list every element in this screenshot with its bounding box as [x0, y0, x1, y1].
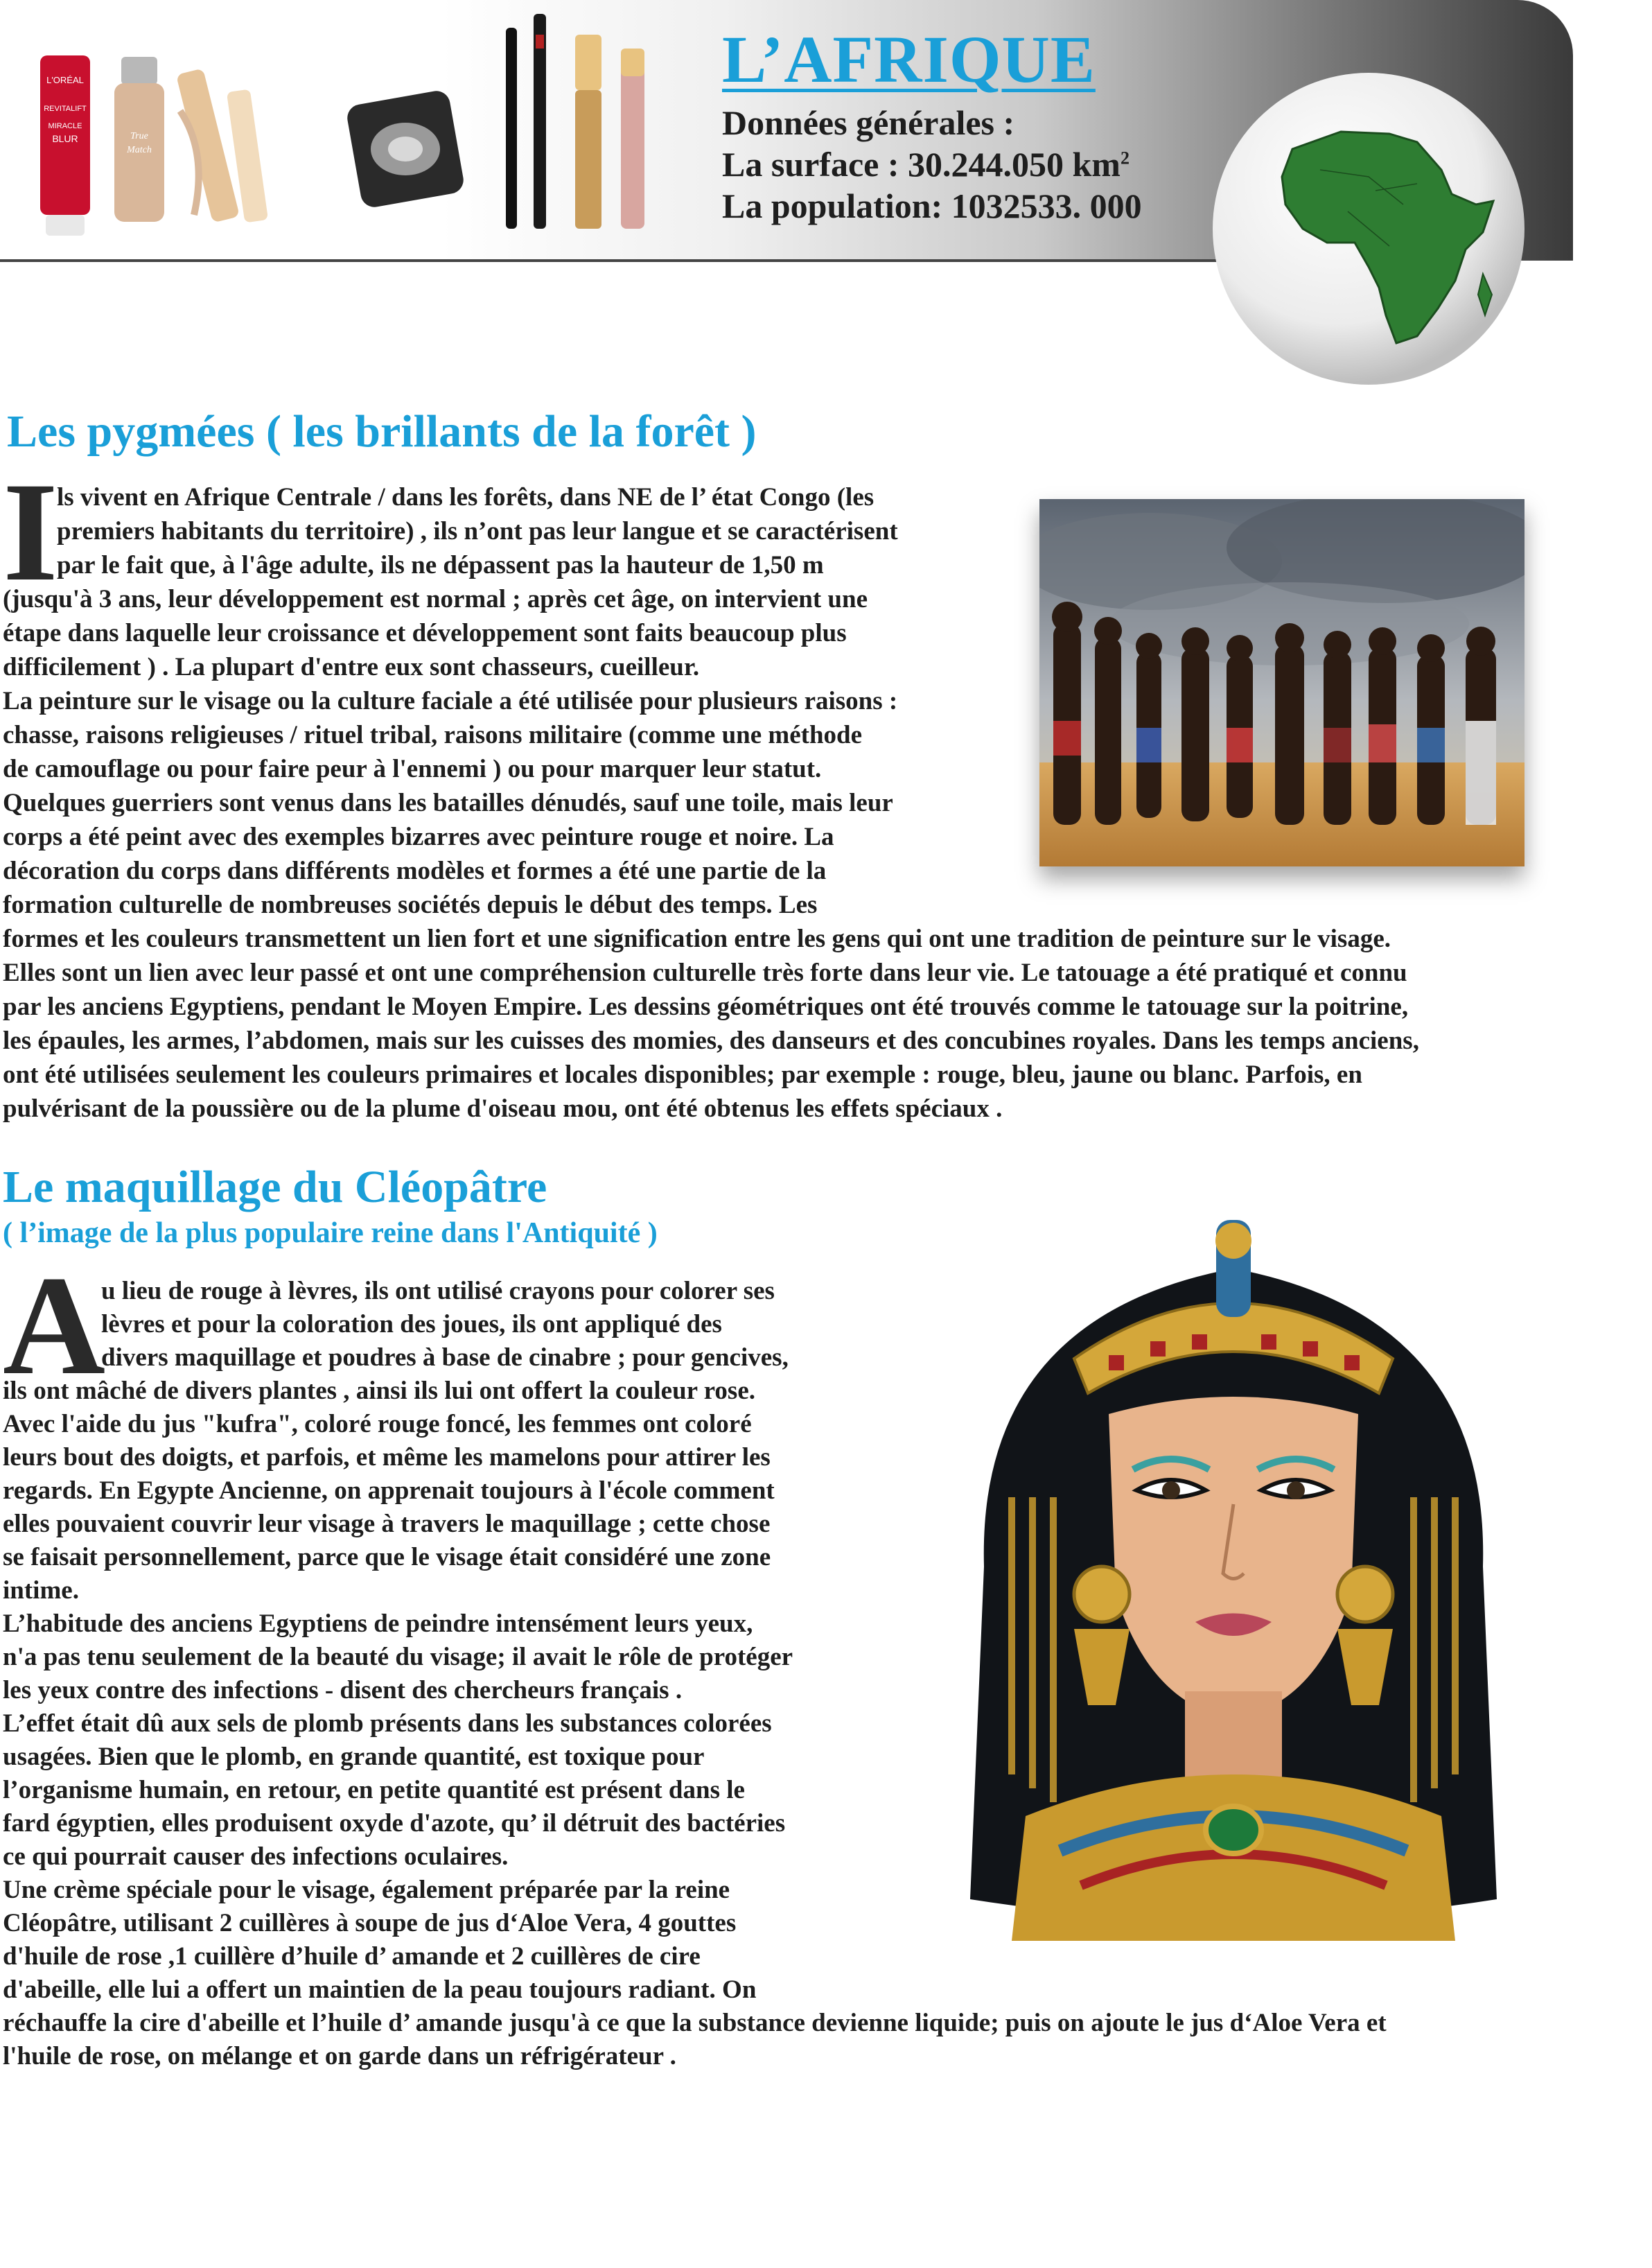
- section1-heading: Les pygmées ( les brillants de la forêt ): [7, 406, 757, 457]
- tribal-dancers-photo: [1039, 499, 1524, 866]
- section2-line: ce qui pourrait causer des infections oculaires.: [3, 1842, 509, 1871]
- section1-line: Quelques guerriers sont venus dans les batailles dénudés, sauf une toile, mais leur: [3, 789, 893, 817]
- page-title: L’AFRIQUE: [722, 22, 1096, 96]
- section1-line: formation culturelle de nombreuses sociétés depuis le début des temps. Les: [3, 891, 818, 919]
- section2-line: L’effet était dû aux sels de plomb présents dans les substances colorées: [3, 1709, 772, 1738]
- section2-line: d'huile de rose ,1 cuillère d’huile d’ amande et 2 cuillères de cire: [3, 1942, 701, 1971]
- foundation-bottle-beige: [114, 57, 164, 222]
- header-divider: [0, 259, 1220, 262]
- section1-line: corps a été peint avec des exemples bizarres avec peinture rouge et noire. La: [3, 823, 834, 851]
- section2-line: Cléopâtre, utilisant 2 cuillères à soupe de jus d‘Aloe Vera, 4 gouttes: [3, 1909, 737, 1937]
- eyeshadow-compact: [345, 89, 466, 209]
- section2-heading: Le maquillage du Cléopâtre: [3, 1162, 547, 1212]
- section2-line: d'abeille, elle lui a offert un maintien de la peau toujours radiant. On: [3, 1975, 757, 2004]
- section1-dropcap: I: [3, 453, 58, 611]
- section2-line: réchauffe la cire d'abeille et l’huile d’ amande jusqu'à ce que la substance devienne liquide; puis on ajoute le jus d‘Aloe Vera et: [3, 2009, 1387, 2037]
- section1-line: La peinture sur le visage ou la culture faciale a été utilisée pour plusieurs raisons :: [3, 687, 898, 715]
- section1-line: de camouflage ou pour faire peur à l'ennemi ) ou pour marquer leur statut.: [3, 755, 822, 783]
- concealer-sticks: [176, 68, 268, 223]
- population-stat: La population: 1032533. 000: [722, 186, 1142, 225]
- svg-text:Match: Match: [127, 145, 152, 155]
- surface-exponent: 2: [1120, 148, 1130, 168]
- section1-line: décoration du corps dans différents modèles et formes a été une partie de la: [3, 857, 827, 885]
- section2-line: l'huile de rose, on mélange et on garde dans un réfrigérateur .: [3, 2042, 676, 2070]
- section2-line: leurs bout des doigts, et parfois, et même les mamelons pour attirer les: [3, 1443, 771, 1472]
- section2-line: les yeux contre des infections - disent des chercheurs français .: [3, 1676, 683, 1704]
- section1-line: les épaules, les armes, l’abdomen, mais sur les cuisses des momies, des danseurs et des concubines royales. Dans les temps anciens,: [3, 1027, 1419, 1055]
- lipstick-gloss: [575, 35, 644, 229]
- section2-line: l’organisme humain, en retour, en petite quantité est présent dans le: [3, 1776, 745, 1804]
- svg-text:L'ORÉAL: L'ORÉAL: [46, 75, 84, 85]
- section2-line: se faisait personnellement, parce que le visage était considéré une zone: [3, 1543, 771, 1571]
- section1-line: ont été utilisées seulement les couleurs primaires et locales disponibles; par exemple : rouge, bleu, jaune ou blanc. Parfois, en: [3, 1061, 1362, 1089]
- cleopatra-portrait: [901, 1206, 1566, 1962]
- africa-globe-icon: [1209, 66, 1528, 392]
- section2-line: lèvres et pour la coloration des joues, ils ont appliqué des: [101, 1310, 722, 1338]
- section1-line: Elles sont un lien avec leur passé et ont une compréhension culturelle très forte dans leur vie. Le tatouage a été pratiqué et connu: [3, 959, 1407, 987]
- section1-line: ls vivent en Afrique Centrale / dans les forêts, dans NE de l’ état Congo (les: [57, 483, 875, 512]
- section2-line: elles pouvaient couvrir leur visage à travers le maquillage ; cette chose: [3, 1510, 771, 1538]
- surface-label: La surface : 30.244.050 km: [722, 145, 1121, 184]
- section2-dropcap: A: [3, 1247, 106, 1404]
- stats-heading: Données générales :: [722, 103, 1015, 142]
- section2-line: usagées. Bien que le plomb, en grande quantité, est toxique pour: [3, 1743, 705, 1771]
- section2-line: divers maquillage et poudres à base de cinabre ; pour gencives,: [101, 1343, 789, 1372]
- section1-line: (jusqu'à 3 ans, leur développement est normal ; après cet âge, on intervient une: [3, 585, 868, 613]
- section1-line: pulvérisant de la poussière ou de la plume d'oiseau mou, ont été obtenus les effets spéciaux .: [3, 1094, 1003, 1123]
- section2-line: ils ont mâché de divers plantes , ainsi ils lui ont offert la couleur rose.: [3, 1377, 756, 1405]
- section1-line: formes et les couleurs transmettent un lien fort et une signification entre les gens qui ont une tradition de peinture sur le visage.: [3, 925, 1391, 953]
- svg-text:REVITALIFT: REVITALIFT: [44, 105, 87, 113]
- section2-line: Avec l'aide du jus "kufra", coloré rouge foncé, les femmes ont coloré: [3, 1410, 752, 1438]
- foundation-bottle-red: [40, 55, 90, 236]
- section2-line: Une crème spéciale pour le visage, également préparée par la reine: [3, 1876, 730, 1904]
- section2-line: u lieu de rouge à lèvres, ils ont utilisé crayons pour colorer ses: [101, 1277, 775, 1305]
- section1-line: difficilement ) . La plupart d'entre eux sont chasseurs, cueilleur.: [3, 653, 700, 681]
- section1-line: premiers habitants du territoire) , ils n’ont pas leur langue et se caractérisent: [57, 517, 898, 546]
- section1-line: chasse, raisons religieuses / rituel tribal, raisons militaire (comme une méthode: [3, 721, 863, 749]
- section1-line: par les anciens Egyptiens, pendant le Moyen Empire. Les dessins géométriques ont été trouvés comme le tatouage sur la poitrine,: [3, 993, 1409, 1021]
- surface-stat: [722, 144, 1130, 184]
- section2-line: regards. En Egypte Ancienne, on apprenait toujours à l'école comment: [3, 1476, 775, 1505]
- svg-text:BLUR: BLUR: [52, 133, 78, 144]
- section1-line: étape dans laquelle leur croissance et développement sont faits beaucoup plus: [3, 619, 847, 647]
- cosmetics-illustration: [28, 7, 651, 250]
- section1-line: par le fait que, à l'âge adulte, ils ne dépassent pas la hauteur de 1,50 m: [57, 551, 824, 579]
- eyeliner-pens: [506, 14, 546, 229]
- svg-text:True: True: [130, 131, 148, 141]
- section2-line: L’habitude des anciens Egyptiens de peindre intensément leurs yeux,: [3, 1610, 753, 1638]
- section2-subheading: ( l’image de la plus populaire reine dans l'Antiquité ): [3, 1217, 658, 1249]
- section2-line: n'a pas tenu seulement de la beauté du visage; il avait le rôle de protéger: [3, 1643, 793, 1671]
- section2-line: intime.: [3, 1576, 79, 1605]
- svg-text:MIRACLE: MIRACLE: [48, 122, 82, 130]
- section2-line: fard égyptien, elles produisent oxyde d'azote, qu’ il détruit des bactéries: [3, 1809, 786, 1838]
